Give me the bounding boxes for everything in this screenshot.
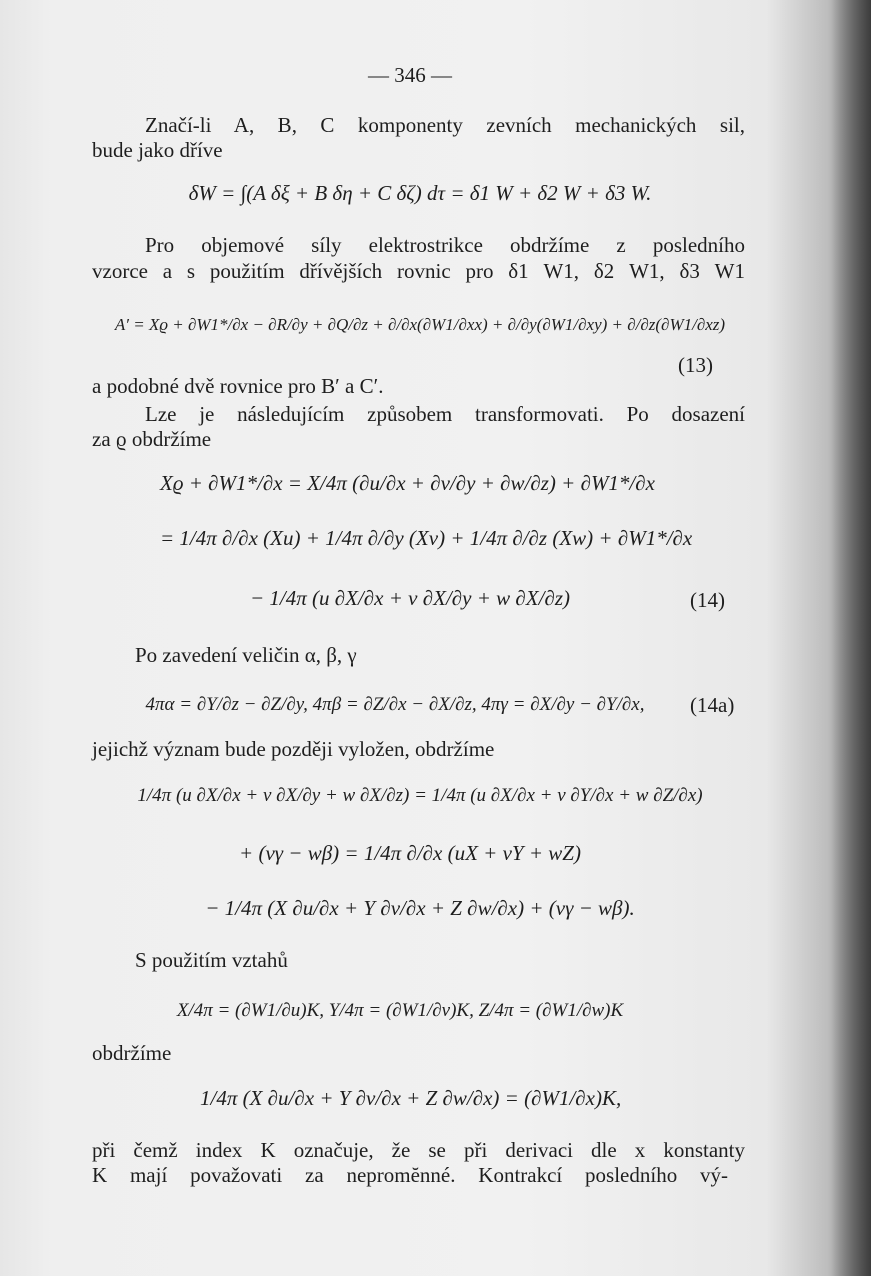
paragraph-line: Pro objemové síly elektrostrikce obdržíme z posledního: [145, 233, 745, 257]
paragraph-line: S použitím vztahů: [135, 948, 288, 972]
equation-number-14: (14): [690, 588, 725, 612]
equation-13: A′ = Xϱ + ∂W1*/∂x − ∂R/∂y + ∂Q/∂z + ∂/∂x(∂W1/∂xx) + ∂/∂y(∂W1/∂xy) + ∂/∂z(∂W1/∂xz): [114, 315, 726, 334]
equation-number-13: (13): [678, 353, 713, 377]
paragraph-line: Po zavedení veličin α, β, γ: [135, 643, 357, 667]
equation-delta-w: δW = ∫(A δξ + B δη + C δζ) dτ = δ1 W + δ2 W + δ3 W.: [188, 181, 652, 205]
equation-15-line-2: + (vγ − wβ) = 1/4π ∂/∂x (uX + vY + wZ): [239, 841, 581, 865]
paragraph-line: vzorce a s použitím dřívějších rovnic pro δ1 W1, δ2 W1, δ3 W1: [92, 259, 745, 283]
paragraph-line: při čemž index K označuje, že se při derivaci dle x konstanty: [92, 1138, 745, 1162]
paragraph-line: jejichž význam bude později vyložen, obdržíme: [92, 737, 495, 761]
paragraph-line: a podobné dvě rovnice pro B′ a C′.: [92, 374, 384, 398]
equation-15-line-1: 1/4π (u ∂X/∂x + v ∂X/∂y + w ∂X/∂z) = 1/4π (u ∂X/∂x + v ∂Y/∂x + w ∂Z/∂x): [137, 785, 703, 806]
equation-17: 1/4π (X ∂u/∂x + Y ∂v/∂x + Z ∂w/∂x) = (∂W1/∂x)K,: [200, 1086, 622, 1110]
equation-14a: 4πα = ∂Y/∂z − ∂Z/∂y, 4πβ = ∂Z/∂x − ∂X/∂z, 4πγ = ∂X/∂y − ∂Y/∂x,: [145, 694, 645, 715]
equation-14-line-3: − 1/4π (u ∂X/∂x + v ∂X/∂y + w ∂X/∂z): [250, 586, 570, 610]
paragraph-line: Značí-li A, B, C komponenty zevních mechanických sil,: [145, 113, 745, 137]
paragraph-line: Lze je následujícím způsobem transformovati. Po dosazení: [145, 402, 745, 426]
equation-number-14a: (14a): [690, 693, 735, 717]
page-number: — 346 —: [368, 63, 452, 87]
book-spine-shadow: [831, 0, 871, 1276]
equation-15-line-3: − 1/4π (X ∂u/∂x + Y ∂v/∂x + Z ∂w/∂x) + (vγ − wβ).: [205, 896, 635, 920]
paragraph-line: obdržíme: [92, 1041, 172, 1065]
equation-16: X/4π = (∂W1/∂u)K, Y/4π = (∂W1/∂v)K, Z/4π = (∂W1/∂w)K: [176, 1000, 624, 1021]
paragraph-line: za ϱ obdržíme: [92, 427, 212, 451]
paragraph-line: bude jako dříve: [92, 138, 223, 162]
equation-14-line-2: = 1/4π ∂/∂x (Xu) + 1/4π ∂/∂y (Xv) + 1/4π ∂/∂z (Xw) + ∂W1*/∂x: [160, 526, 693, 550]
equation-14-line-1: Xϱ + ∂W1*/∂x = X/4π (∂u/∂x + ∂v/∂y + ∂w/∂z) + ∂W1*/∂x: [160, 471, 655, 495]
paragraph-line: K mají považovati za nepromĕnné. Kontrakcí posledního vý-: [92, 1163, 728, 1187]
